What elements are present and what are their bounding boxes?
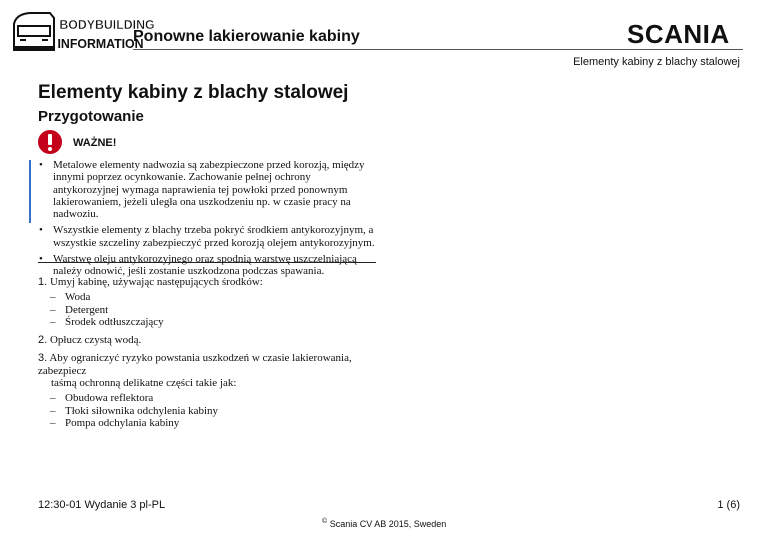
section-subtitle: Elementy kabiny z blachy stalowej — [573, 56, 740, 68]
svg-text:BODYBUILDING: BODYBUILDING — [59, 17, 155, 33]
bullet: • — [39, 159, 43, 171]
document-id: 12:30-01 Wydanie 3 pl-PL — [38, 499, 166, 511]
step-text: Aby ograniczyć ryzyko powstania uszkodzeń w czasie lakierowania, zabezpiecz — [38, 352, 352, 377]
warning-item — [38, 224, 378, 249]
list-item — [38, 291, 383, 303]
copyright-text: Scania CV AB 2015, Sweden — [329, 519, 447, 529]
dash: – — [50, 392, 56, 405]
step-number: 2. — [38, 334, 48, 347]
svg-text:INFORMATION: INFORMATION — [57, 36, 144, 52]
warning-list — [38, 159, 378, 282]
list-item — [38, 417, 383, 429]
warning-item — [38, 159, 378, 220]
section-heading: Przygotowanie — [38, 108, 144, 125]
list-item — [38, 304, 383, 316]
dash: – — [50, 291, 56, 304]
dash: – — [50, 404, 56, 417]
procedure-steps — [38, 276, 383, 435]
step-sublist — [38, 291, 383, 328]
list-item — [38, 392, 383, 404]
list-item — [38, 405, 383, 417]
list-item-text: Obudowa reflektora — [65, 392, 154, 405]
list-item-text: Tłoki siłownika odchylenia kabiny — [65, 404, 219, 417]
list-item-text: Pompa odchylania kabiny — [65, 416, 180, 429]
copyright-symbol: © — [322, 518, 328, 525]
page-heading: Elementy kabiny z blachy stalowej — [38, 82, 349, 103]
step-1 — [38, 276, 383, 328]
copyright — [322, 518, 446, 529]
warning-text: Warstwę oleju antykorozyjnego oraz spodnią warstwę uszczelniającą należy odnowić, jeśli zostanie uszkodzona podczas spawania. — [53, 253, 357, 278]
list-item-text: Woda — [65, 291, 91, 304]
warning-text: Wszystkie elementy z blachy trzeba pokryć środkiem antykorozyjnym, a wszystkie szczeliny zabezpieczyć przed korozją olejem antykorozyjnym. — [53, 224, 375, 249]
list-item — [38, 316, 383, 328]
header-divider — [133, 49, 743, 50]
step-number: 3. — [38, 352, 48, 365]
step-text-continued: taśmą ochronną delikatne części takie jak: — [51, 377, 237, 390]
bodybuilding-information-logo — [10, 10, 155, 54]
step-3 — [38, 352, 383, 429]
page-number: 1 (6) — [717, 499, 740, 511]
list-item-text: Detergent — [65, 303, 109, 316]
warning-item — [38, 253, 378, 278]
dash: – — [50, 315, 56, 328]
exclamation-icon — [38, 130, 62, 154]
step-text: Umyj kabinę, używając następujących środków: — [49, 276, 263, 288]
dash: – — [50, 416, 56, 429]
bullet: • — [39, 224, 43, 237]
warning-label: WAŻNE! — [73, 137, 117, 149]
step-number: 1. — [38, 276, 48, 288]
bullet: • — [39, 253, 43, 266]
list-item-text: Środek odtłuszczający — [65, 315, 164, 328]
warning-text: Metalowe elementy nadwozia są zabezpieczone przed korozją, między innymi poprzez ocynkowanie. Zachowanie pełnej ochrony antykorozyjnej wymaga naprawienia tej powłoki przed ponownym lakierowaniem, jeżeli uległa ona uszkodzeniu np. w czasie pracy na nadwoziu. — [53, 159, 365, 221]
document-title: Ponowne lakierowanie kabiny — [133, 28, 360, 45]
scania-logo: SCANIA — [627, 19, 730, 49]
step-sublist — [38, 392, 383, 429]
change-bar — [29, 160, 31, 223]
dash: – — [50, 303, 56, 316]
step-text: Opłucz czystą wodą. — [49, 334, 142, 347]
warning-divider — [38, 262, 376, 263]
step-2 — [38, 334, 383, 346]
